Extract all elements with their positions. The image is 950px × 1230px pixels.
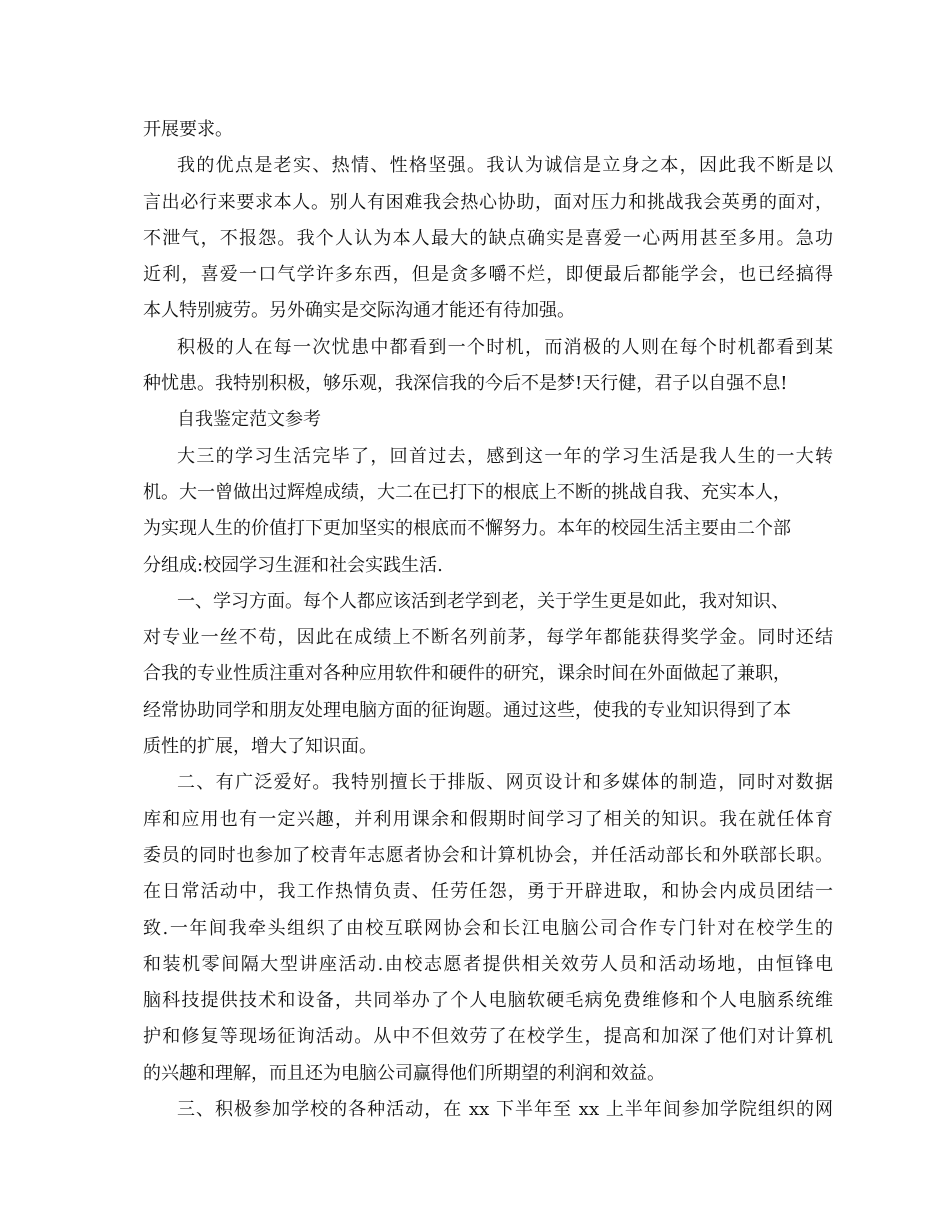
text-line: 本人特别疲劳。另外确实是交际沟通才能还有待加强。	[143, 300, 575, 322]
text-line: 机。大一曾做出过辉煌成绩，大二在已打下的根底上不断的挑战自我、充实本人，	[143, 481, 791, 503]
text-line: 经常协助同学和朋友处理电脑方面的征询题。通过这些，使我的专业知识得到了本	[143, 699, 791, 721]
text-line: 不泄气，不报怨。我个人认为本人最大的缺点确实是喜爱一心两用甚至多用。急功	[143, 227, 833, 249]
text-line: 言出必行来要求本人。别人有困难我会热心协助，面对压力和挑战我会英勇的面对，	[143, 191, 833, 213]
text-line: 种忧患。我特别积极，够乐观，我深信我的今后不是梦!天行健，君子以自强不息!	[143, 373, 788, 395]
text-line: 库和应用也有一定兴趣，并利用课余和假期时间学习了相关的知识。我在就任体育	[143, 808, 833, 830]
text-line: 积极的人在每一次忧患中都看到一个时机，而消极的人则在每个时机都看到某	[177, 336, 833, 358]
text-line: 的兴趣和理解，而且还为电脑公司赢得他们所期望的利润和效益。	[143, 1062, 665, 1084]
text-line: 合我的专业性质注重对各种应用软件和硬件的研究，课余时间在外面做起了兼职，	[143, 663, 791, 685]
text-line: 质性的扩展，增大了知识面。	[143, 736, 377, 758]
text-line: 一、学习方面。每个人都应该活到老学到老，关于学生更是如此，我对知识、	[177, 590, 789, 612]
text-line: 护和修复等现场征询活动。从中不但效劳了在校学生，提高和加深了他们对计算机	[143, 1026, 833, 1048]
text-line: 自我鉴定范文参考	[177, 409, 321, 431]
text-line: 近利，喜爱一口气学许多东西，但是贪多嚼不烂，即便最后都能学会，也已经搞得	[143, 264, 833, 286]
document-body	[143, 112, 833, 1128]
text-line: 为实现人生的价值打下更加坚实的根底而不懈努力。本年的校园生活主要由二个部	[143, 518, 791, 540]
text-line: 三、积极参加学校的各种活动，在 xx 下半年至 xx 上半年间参加学院组织的网	[177, 1099, 833, 1121]
text-line: 我的优点是老实、热情、性格坚强。我认为诚信是立身之本，因此我不断是以	[177, 155, 833, 177]
text-line: 致.一年间我牵头组织了由校互联网协会和长江电脑公司合作专门针对在校学生的	[143, 917, 833, 939]
text-line: 和装机零间隔大型讲座活动.由校志愿者提供相关效劳人员和活动场地，由恒锋电	[143, 953, 833, 975]
text-line: 委员的同时也参加了校青年志愿者协会和计算机协会，并任活动部长和外联部长职。	[143, 844, 833, 866]
text-line: 开展要求。	[143, 119, 233, 140]
text-line: 脑科技提供技术和设备，共同举办了个人电脑软硬毛病免费维修和个人电脑系统维	[143, 990, 833, 1012]
text-line: 分组成:校园学习生涯和社会实践生活.	[143, 554, 443, 576]
text-line: 在日常活动中，我工作热情负责、任劳任怨，勇于开辟进取，和协会内成员团结一	[143, 881, 833, 903]
text-line: 二、有广泛爱好。我特别擅长于排版、网页设计和多媒体的制造，同时对数据	[177, 772, 833, 794]
text-line: 对专业一丝不苟，因此在成绩上不断名列前茅，每学年都能获得奖学金。同时还结	[143, 627, 833, 649]
text-line: 大三的学习生活完毕了，回首过去，感到这一年的学习生活是我人生的一大转	[177, 445, 833, 467]
